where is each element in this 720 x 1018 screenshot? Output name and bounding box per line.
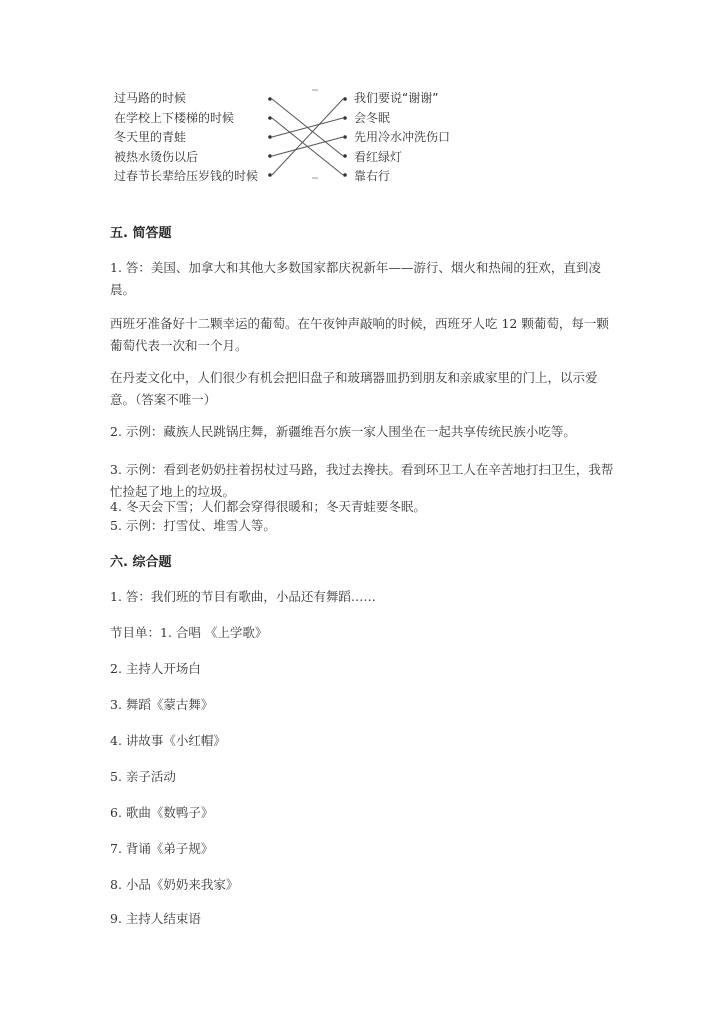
program-item: 4. 讲故事《小红帽》 — [110, 733, 226, 748]
right-dot — [343, 154, 347, 158]
right-item: 看红绿灯 — [354, 149, 403, 164]
program-item: 6. 歌曲《数鸭子》 — [110, 805, 214, 820]
match-line-3 — [272, 118, 343, 137]
left-item: 过马路的时候 — [114, 91, 187, 105]
matching-diagram — [0, 0, 720, 200]
answer-paragraph: 3. 示例：看到老奶奶拄着拐杖过马路，我过去搀扶。看到环卫工人在辛苦地打扫卫生，我帮忙捡起了地上的垃圾。 — [110, 462, 614, 499]
program-item: 8. 小品《奶奶来我家》 — [110, 877, 239, 892]
left-item: 过春节长辈给压岁钱的时候 — [114, 169, 259, 183]
left-dot — [268, 135, 272, 139]
answer-paragraph: 5. 示例：打雪仗、堆雪人等。 — [110, 518, 276, 533]
left-item: 在学校上下楼梯的时候 — [114, 110, 235, 125]
answer-intro: 1. 答：我们班的节目有歌曲，小品还有舞蹈…… — [110, 589, 376, 604]
answer-paragraph: 2. 示例：藏族人民跳锅庄舞，新疆维吾尔族一家人围坐在一起共享传统民族小吃等。 — [110, 424, 576, 439]
right-item: 会冬眠 — [354, 110, 391, 125]
matching-right-column — [354, 89, 450, 187]
right-dot — [343, 135, 347, 139]
left-dot — [268, 116, 272, 120]
left-item: 冬天里的青蛙 — [114, 130, 187, 144]
answer-paragraph: 在丹麦文化中，人们很少有机会把旧盘子和玻璃器皿扔到朋友和亲戚家里的门上，以示爱意。（答案不唯一） — [110, 370, 598, 407]
program-item: 7. 背诵《弟子规》 — [110, 841, 214, 856]
section-title-comprehensive: 六. 综合题 — [110, 555, 172, 570]
right-dot — [343, 97, 347, 101]
program-item: 5. 亲子活动 — [110, 769, 176, 784]
match-line-5 — [272, 99, 343, 175]
left-dot — [268, 97, 272, 101]
answer-paragraph: 1. 答：美国、加拿大和其他大多数国家都庆祝新年——游行、烟火和热闹的狂欢，直到凌晨。 — [110, 260, 601, 297]
program-item: 2. 主持人开场白 — [110, 661, 201, 676]
left-dot — [268, 154, 272, 158]
program-item: 9. 主持人结束语 — [110, 911, 201, 926]
right-dot — [343, 173, 347, 177]
right-item: 靠右行 — [354, 169, 391, 183]
answer-paragraph: 西班牙准备好十二颗幸运的葡萄。在午夜钟声敲响的时候，西班牙人吃 12 颗葡萄，每一颗葡萄代表一次和一个月。 — [110, 316, 609, 353]
right-dot — [343, 116, 347, 120]
program-item: 节目单：1. 合唱 《上学歌》 — [110, 625, 268, 640]
right-item: 先用冷水冲洗伤口 — [354, 130, 451, 144]
left-dot — [268, 173, 272, 177]
program-item: 3. 舞蹈《蒙古舞》 — [110, 697, 214, 712]
right-item: 我们要说“谢谢” — [354, 91, 439, 105]
left-item: 被热水烫伤以后 — [114, 149, 199, 164]
match-line-4 — [272, 137, 343, 156]
answer-paragraph: 4. 冬天会下雪；人们都会穿得很暖和；冬天青蛙要冬眠。 — [110, 499, 426, 514]
matching-left-column — [114, 89, 258, 187]
section-title-short-answer: 五. 简答题 — [110, 226, 172, 241]
